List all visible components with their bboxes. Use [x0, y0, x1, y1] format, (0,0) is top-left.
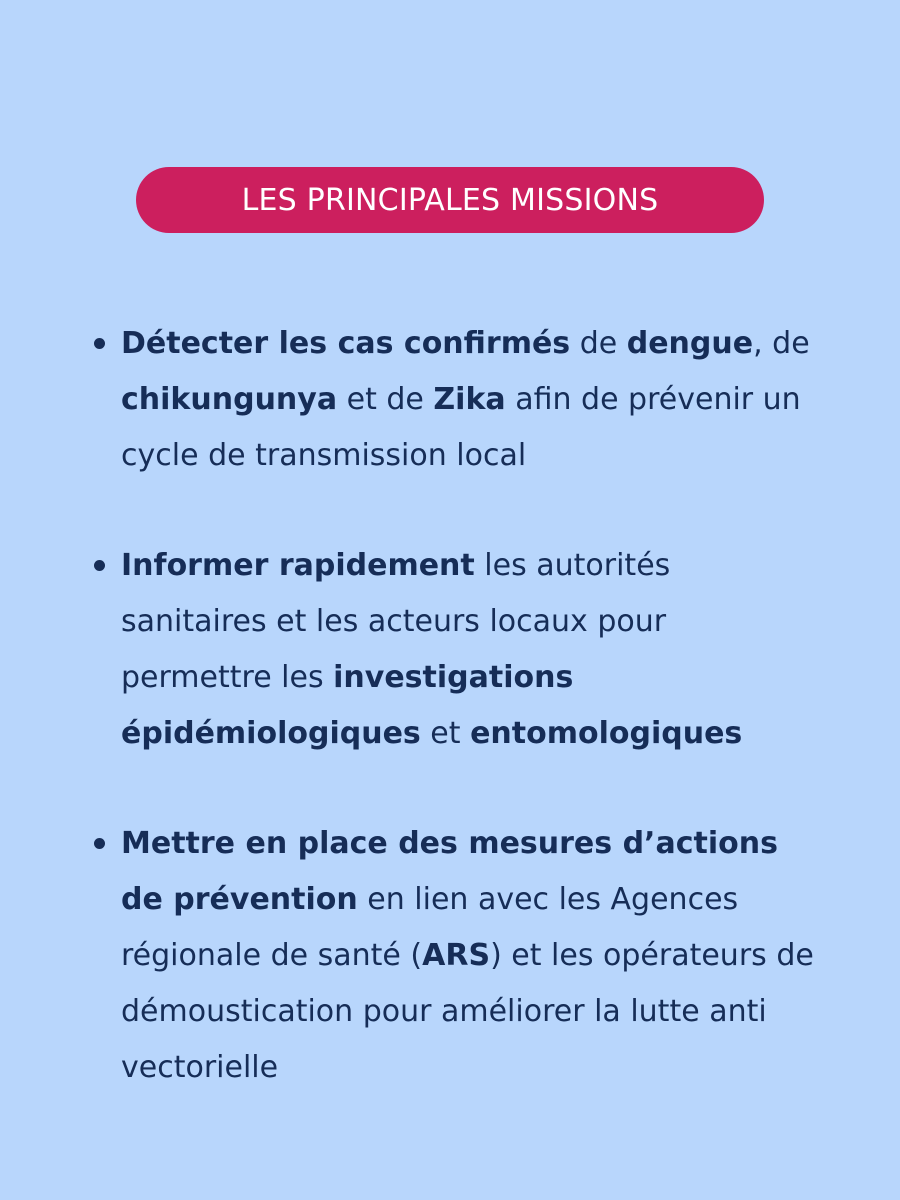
- mission-text-run: ) et les opérateurs de démoustication pour améliorer la lutte anti vectorielle: [121, 938, 814, 1085]
- disease-name: chikungunya: [121, 382, 338, 417]
- mission-text: [121, 816, 821, 1096]
- mission-item-detection: [121, 316, 821, 484]
- disease-name: dengue: [626, 326, 754, 361]
- mission-text: [121, 316, 821, 484]
- mission-item-information: [121, 538, 821, 762]
- mission-text-run: et: [420, 716, 471, 751]
- mission-emphasis: Détecter les cas confirmés: [121, 326, 571, 361]
- mission-text-run: et de: [337, 382, 434, 417]
- missions-list: [0, 316, 900, 1096]
- section-title-badge: [136, 167, 764, 233]
- disease-name: Zika: [433, 382, 506, 417]
- mission-text-run: , de: [753, 326, 810, 361]
- mission-emphasis: Informer rapidement: [121, 548, 475, 583]
- mission-text-run: afin de prévenir un cycle de transmission local: [121, 382, 801, 473]
- agency-abbreviation: ARS: [422, 938, 491, 973]
- mission-emphasis: entomologiques: [470, 716, 743, 751]
- mission-emphasis: investigations épidémiologiques: [121, 660, 574, 751]
- mission-item-prevention: [121, 816, 821, 1096]
- mission-emphasis: Mettre en place des mesures d’actions de prévention: [121, 826, 778, 917]
- section-title: LES PRINCIPALES MISSIONS: [241, 182, 659, 218]
- mission-text-run: en lien avec les Agences régionale de santé (: [121, 882, 739, 973]
- mission-text: [121, 538, 821, 762]
- bullet-icon: [94, 338, 105, 349]
- mission-text-run: de: [570, 326, 627, 361]
- bullet-icon: [94, 560, 105, 571]
- mission-text-run: les autorités sanitaires et les acteurs locaux pour permettre les: [121, 548, 671, 695]
- bullet-icon: [94, 838, 105, 849]
